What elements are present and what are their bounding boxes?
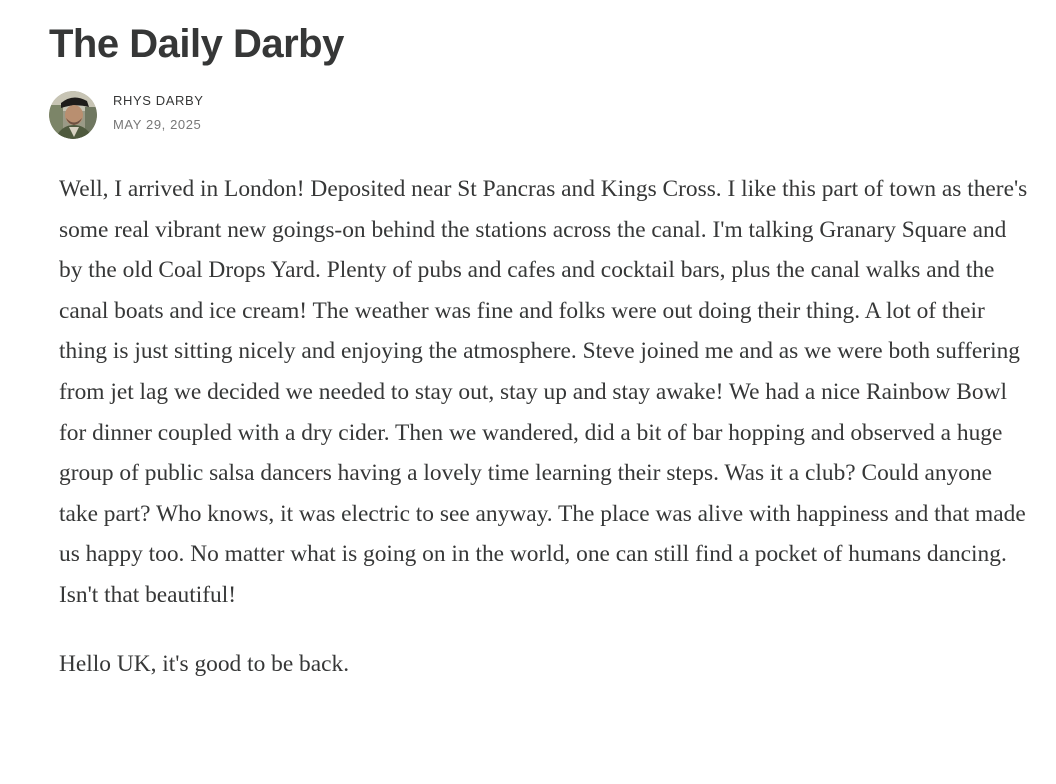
post-date: MAY 29, 2025 xyxy=(113,117,202,132)
author-avatar[interactable] xyxy=(49,91,97,139)
post-paragraph: Well, I arrived in London! Deposited near St Pancras and Kings Cross. I like this part of town as there's some real vibrant new goings-on behind the stations across the canal. I'm talking Granary Square and by the old Coal Drops Yard. Plenty of pubs and cafes and cocktail bars, plus the canal walks and the canal boats and ice cream! The weather was fine and folks were out doing their thing. A lot of their thing is just sitting nicely and enjoying the atmosphere. Steve joined me and as we were both suffering from jet lag we decided we needed to stay out, stay up and stay awake! We had a nice Rainbow Bowl for dinner coupled with a dry cider. Then we wandered, did a bit of bar hopping and observed a huge group of public salsa dancers having a lovely time learning their steps. Was it a club? Could anyone take part? Who knows, it was electric to see anyway. The place was alive with happiness and that made us happy too. No matter what is going on in the world, one can still find a pocket of humans dancing. Isn't that beautiful! xyxy=(59,176,1028,608)
avatar-photo xyxy=(49,91,97,139)
post-paragraph: Hello UK, it's good to be back. xyxy=(59,650,350,677)
publication-title[interactable]: The Daily Darby xyxy=(49,22,344,66)
author-name[interactable]: RHYS DARBY xyxy=(113,93,204,108)
post-body xyxy=(59,169,1034,712)
byline-meta xyxy=(113,93,413,133)
